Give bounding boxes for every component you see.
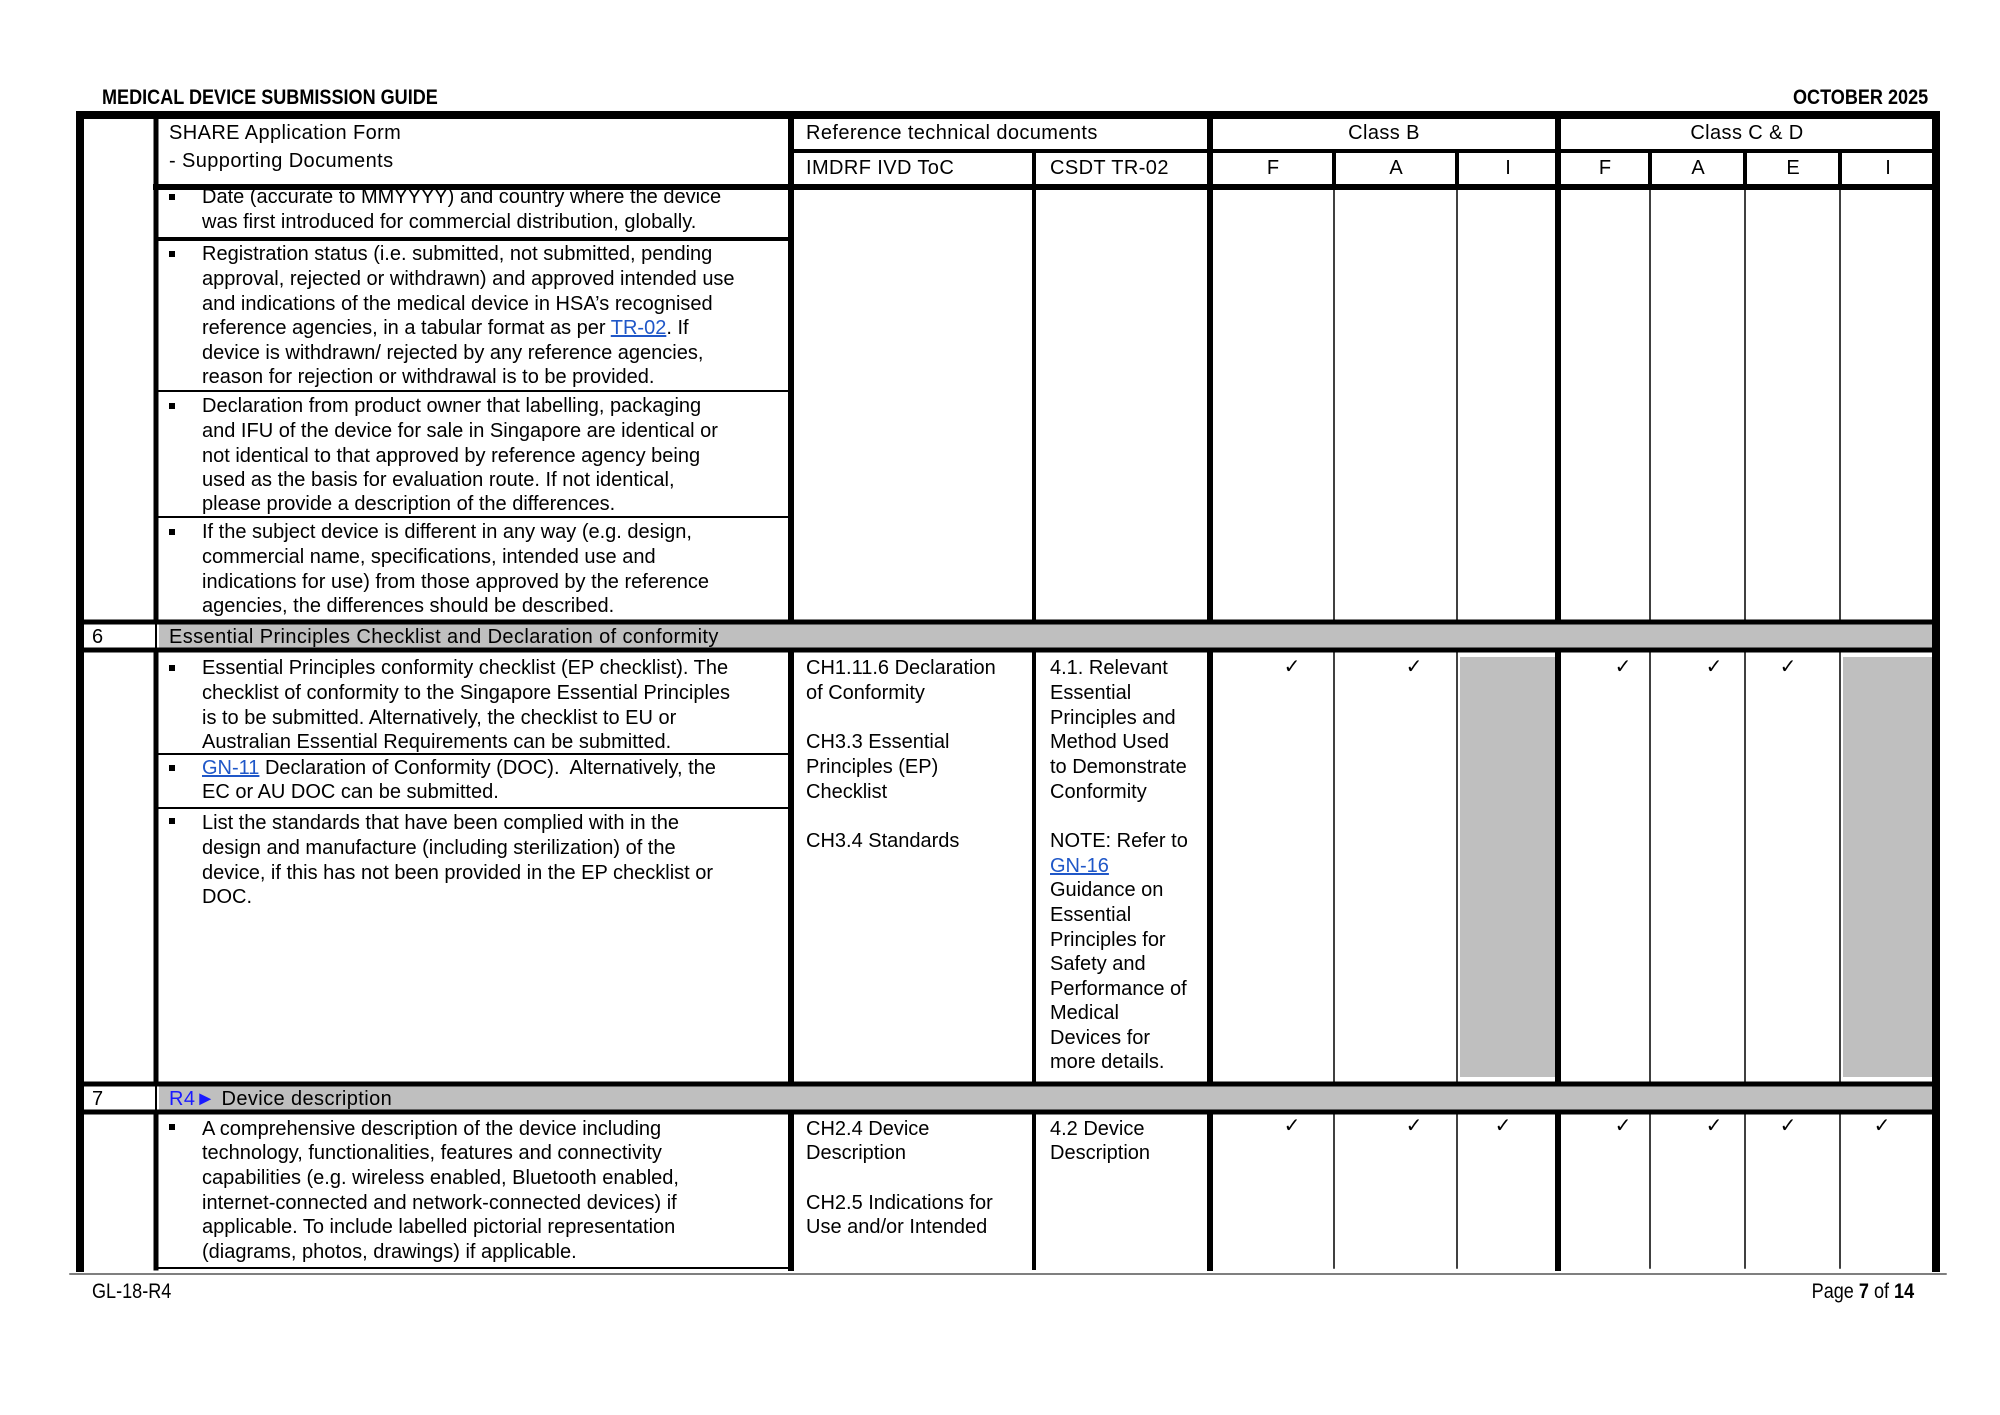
s6-csdt-line2: Essential [1050,682,1132,704]
cont-item4-line3: indications for use) from those approved by the reference [202,571,709,593]
s6-csdt-line17: more details. [1050,1051,1165,1073]
s6-imdrf-line1: CH1.11.6 Declaration [806,657,996,679]
s7-item1-line5: applicable. To include labelled pictorial representation [202,1216,676,1238]
s6-item3-line1: List the standards that have been complied with in the [202,812,679,834]
header-class-cd-a: A [1691,157,1705,179]
s6-item3-line4: DOC. [202,886,252,908]
s6-check-cd-f: ✓ [1614,654,1632,678]
cont-item2-line5: device is withdrawn/ rejected by any reference agencies, [202,342,704,364]
bullet [169,765,175,771]
bullet [169,1124,175,1130]
header-class-cd-f: F [1598,157,1612,179]
s6-imdrf-line4: CH3.3 Essential [806,731,950,753]
s6-csdt-line6: Conformity [1050,781,1147,803]
s7-imdrf-line4: CH2.5 Indications for [806,1192,993,1214]
header-class-b-a: A [1389,157,1403,179]
section-6-number: 6 [92,626,104,648]
s7-item1-line3: capabilities (e.g. wireless enabled, Bluetooth enabled, [202,1167,679,1189]
s6-csdt-line10: Guidance on [1050,879,1164,901]
s7-csdt-line2: Description [1050,1142,1151,1164]
gn-11-link[interactable]: GN-11 [202,757,260,779]
s6-item3-line2: design and manufacture (including sterilization) of the [202,837,676,859]
s7-csdt-line1: 4.2 Device [1050,1118,1145,1140]
s7-check-cd-f: ✓ [1614,1113,1632,1137]
tr-02-link[interactable]: TR-02 [610,317,667,339]
s6-csdt-line11: Essential [1050,904,1132,926]
header-col1-line1: SHARE Application Form [169,122,402,144]
header-class-cd-e: E [1786,157,1800,179]
s6-csdt-line5: to Demonstrate [1050,756,1187,778]
bullet [169,665,175,671]
cont-item3-line5: please provide a description of the differences. [202,493,616,515]
s6-csdt-line3: Principles and [1050,707,1176,729]
s7-imdrf-line5: Use and/or Intended [806,1216,988,1238]
s6-imdrf-line5: Principles (EP) [806,756,939,778]
s7-check-b-a: ✓ [1405,1113,1423,1137]
header-class-b-f: F [1266,157,1280,179]
s6-item1-line4: Australian Essential Requirements can be submitted. [202,731,672,753]
s7-check-b-i: ✓ [1494,1113,1512,1137]
header-imdrf: IMDRF IVD ToC [806,157,955,179]
s6-check-b-a: ✓ [1405,654,1423,678]
s6-csdt-line15: Medical [1050,1002,1119,1024]
s6-check-b-f: ✓ [1283,654,1301,678]
s6-item3-line3: device, if this has not been provided in the EP checklist or [202,862,714,884]
cont-item2-line4: reference agencies, in a tabular format as per TR-02. If [202,317,689,339]
s7-item1-line4: internet-connected and network-connected devices) if [202,1192,677,1214]
document-header-title: MEDICAL DEVICE SUBMISSION GUIDE [102,86,438,109]
document-header-date: OCTOBER 2025 [1792,86,1928,109]
cont-item3-line4: used as the basis for evaluation route. If not identical, [202,469,675,491]
cont-item3-line3: not identical to that approved by reference agency being [202,445,701,467]
s6-csdt-line4: Method Used [1050,731,1169,753]
cont-item1-line1: Date (accurate to MMYYYY) and country where the device [202,186,722,208]
s6-item1-line3: is to be submitted. Alternatively, the checklist to EU or [202,707,677,729]
s7-imdrf-line1: CH2.4 Device [806,1118,930,1140]
s6-csdt-line14: Performance of [1050,978,1187,1000]
s7-check-cd-e: ✓ [1779,1113,1797,1137]
header-class-b-i: I [1505,157,1511,179]
header-class-b: Class B [1348,122,1420,144]
header-csdt: CSDT TR-02 [1050,157,1169,179]
s6-imdrf-line6: Checklist [806,781,888,803]
cont-item4-line4: agencies, the differences should be described. [202,595,615,617]
cont-item2-line6: reason for rejection or withdrawal is to be provided. [202,366,655,388]
s6-item2-line2: EC or AU DOC can be submitted. [202,781,499,803]
class-cd-i-shade [1843,657,1933,1077]
bullet [169,403,175,409]
header-reference-docs: Reference technical documents [806,122,1098,144]
bullet [169,251,175,257]
s6-item1-line1: Essential Principles conformity checklist (EP checklist). The [202,657,729,679]
s6-check-cd-e: ✓ [1779,654,1797,678]
cont-item4-line2: commercial name, specifications, intended use and [202,546,656,568]
s6-imdrf-line8: CH3.4 Standards [806,830,960,852]
s6-csdt-line8: NOTE: Refer to [1050,830,1188,852]
header-class-cd-i: I [1885,157,1891,179]
s7-item1-line2: technology, functionalities, features and connectivity [202,1142,662,1164]
revision-marker: R4► [169,1088,216,1110]
cont-item2-line1: Registration status (i.e. submitted, not submitted, pending [202,243,713,265]
cont-item4-line1: If the subject device is different in any way (e.g. design, [202,521,692,543]
s7-check-cd-a: ✓ [1705,1113,1723,1137]
bullet [169,529,175,535]
section-7-shade [159,1086,1933,1110]
s6-csdt-line16: Devices for [1050,1027,1151,1049]
section-7-title: R4► Device description [169,1088,393,1110]
footer-page-number: Page 7 of 14 [1811,1280,1914,1303]
bullet [169,194,175,200]
s7-imdrf-line2: Description [806,1142,907,1164]
s7-item1-line1: A comprehensive description of the device including [202,1118,662,1140]
cont-item2-line2: approval, rejected or withdrawn) and approved intended use [202,268,735,290]
section-7-number: 7 [92,1088,104,1110]
s6-csdt-line13: Safety and [1050,953,1146,975]
bullet [169,818,175,824]
cont-item2-line3: and indications of the medical device in HSA’s recognised [202,293,713,315]
cont-item3-line1: Declaration from product owner that labelling, packaging [202,395,702,417]
s6-csdt-line12: Principles for [1050,929,1166,951]
header-class-cd: Class C & D [1690,122,1804,144]
section-6-title: Essential Principles Checklist and Declaration of conformity [169,626,719,648]
s7-check-cd-i: ✓ [1873,1113,1891,1137]
cont-item1-line2: was first introduced for commercial distribution, globally. [202,211,697,233]
s6-check-cd-a: ✓ [1705,654,1723,678]
footer-doc-id: GL-18-R4 [92,1280,172,1303]
cont-item3-line2: and IFU of the device for sale in Singapore are identical or [202,420,718,442]
s7-item1-line6: (diagrams, photos, drawings) if applicable. [202,1241,577,1263]
class-b-i-shade [1460,657,1556,1077]
gn-16-link[interactable]: GN-16 [1050,855,1109,877]
s6-item2-line1: GN-11 Declaration of Conformity (DOC). Alternatively, the [202,757,716,779]
s6-imdrf-line2: of Conformity [806,682,925,704]
s6-csdt-line1: 4.1. Relevant [1050,657,1168,679]
s6-item1-line2: checklist of conformity to the Singapore Essential Principles [202,682,731,704]
s7-check-b-f: ✓ [1283,1113,1301,1137]
header-col1-line2: - Supporting Documents [169,150,394,172]
